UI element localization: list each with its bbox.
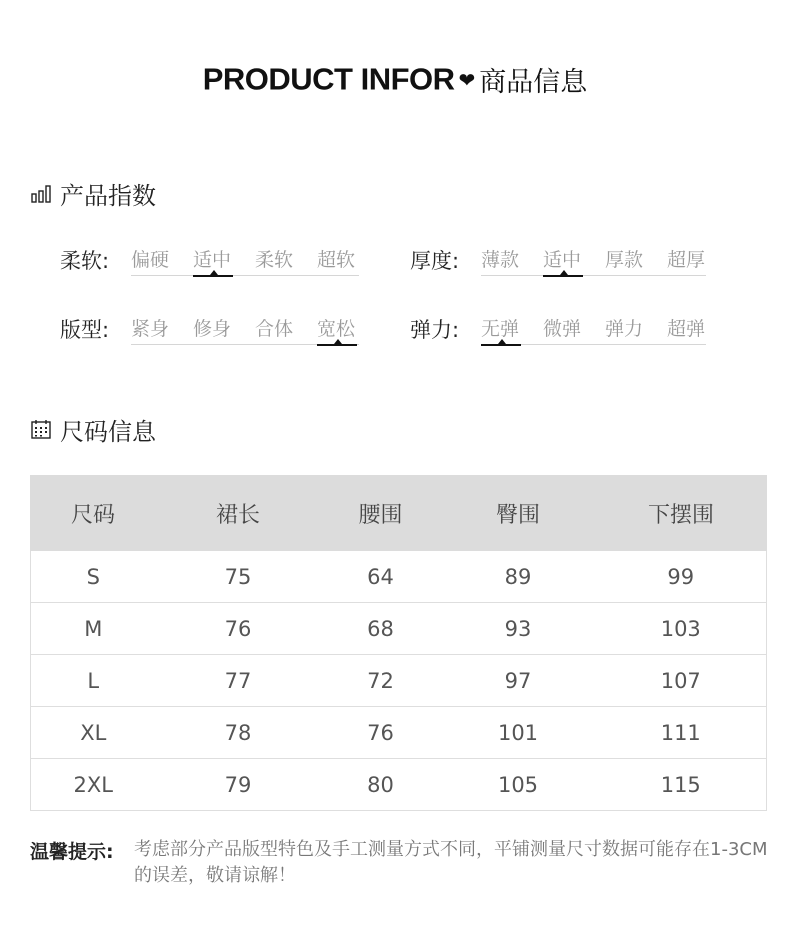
column-header: 裙长 xyxy=(156,476,321,551)
index-thickness xyxy=(410,245,710,275)
product-index-heading xyxy=(30,178,156,208)
page-header xyxy=(0,60,790,99)
index-label: 柔软: xyxy=(60,249,110,273)
table-cell: S xyxy=(31,551,156,603)
table-cell: M xyxy=(31,603,156,655)
index-option: 紧身 xyxy=(131,318,170,340)
index-options xyxy=(131,245,359,276)
table-row xyxy=(31,551,767,603)
table-cell: 75 xyxy=(156,551,321,603)
column-header: 臀围 xyxy=(441,476,596,551)
table-cell: 93 xyxy=(441,603,596,655)
index-fit xyxy=(60,314,370,344)
table-cell: 72 xyxy=(321,655,441,707)
size-info-title: 尺码信息 xyxy=(60,417,156,446)
page-title-en: PRODUCT INFOR xyxy=(202,61,455,97)
table-row xyxy=(31,603,767,655)
table-cell: 115 xyxy=(596,759,767,811)
table-cell: 99 xyxy=(596,551,767,603)
size-table xyxy=(30,475,767,811)
bar-chart-icon xyxy=(30,182,52,204)
index-option: 超厚 xyxy=(667,249,706,271)
index-label: 版型: xyxy=(60,318,110,342)
tip-label: 温馨提示: xyxy=(30,841,114,863)
index-elasticity xyxy=(410,314,710,344)
index-option: 微弹 xyxy=(543,318,582,340)
table-cell: 76 xyxy=(321,707,441,759)
product-index-title: 产品指数 xyxy=(60,181,156,210)
table-cell: 107 xyxy=(596,655,767,707)
calendar-icon xyxy=(30,418,52,440)
index-option-selected: 适中 xyxy=(193,245,255,275)
index-option: 厚款 xyxy=(605,249,644,271)
table-cell: 111 xyxy=(596,707,767,759)
table-cell: 97 xyxy=(441,655,596,707)
table-header-row xyxy=(31,476,767,551)
index-option: 修身 xyxy=(193,318,232,340)
table-cell: 103 xyxy=(596,603,767,655)
index-label: 厚度: xyxy=(410,249,460,273)
index-options xyxy=(481,314,706,345)
tip-text: 考虑部分产品版型特色及手工测量方式不同，平铺测量尺寸数据可能存在1-3CM的误差，敬请谅解！ xyxy=(134,839,768,886)
table-row xyxy=(31,759,767,811)
index-option: 弹力 xyxy=(605,318,644,340)
index-option: 柔软 xyxy=(255,249,294,271)
table-row xyxy=(31,655,767,707)
heart-icon: ❤ xyxy=(458,67,476,92)
column-header: 尺码 xyxy=(31,476,156,551)
table-cell: 89 xyxy=(441,551,596,603)
index-option: 超软 xyxy=(317,249,356,271)
table-cell: XL xyxy=(31,707,156,759)
index-softness xyxy=(60,245,370,275)
table-cell: L xyxy=(31,655,156,707)
table-cell: 79 xyxy=(156,759,321,811)
table-cell: 101 xyxy=(441,707,596,759)
index-options xyxy=(481,245,706,276)
column-header: 下摆围 xyxy=(596,476,767,551)
index-option-selected: 适中 xyxy=(543,245,605,275)
index-option-selected: 无弹 xyxy=(481,314,543,344)
table-row xyxy=(31,707,767,759)
index-option: 薄款 xyxy=(481,249,520,271)
index-label: 弹力: xyxy=(410,318,460,342)
size-info-heading xyxy=(30,414,156,444)
table-cell: 68 xyxy=(321,603,441,655)
table-cell: 80 xyxy=(321,759,441,811)
index-options xyxy=(131,314,359,345)
index-option: 超弹 xyxy=(667,318,706,340)
table-cell: 64 xyxy=(321,551,441,603)
table-cell: 78 xyxy=(156,707,321,759)
index-option: 偏硬 xyxy=(131,249,170,271)
table-cell: 2XL xyxy=(31,759,156,811)
table-cell: 76 xyxy=(156,603,321,655)
table-cell: 105 xyxy=(441,759,596,811)
index-option: 合体 xyxy=(255,318,294,340)
column-header: 腰围 xyxy=(321,476,441,551)
index-option-selected: 宽松 xyxy=(317,314,359,344)
page-title-cn: 商品信息 xyxy=(479,67,588,98)
table-cell: 77 xyxy=(156,655,321,707)
